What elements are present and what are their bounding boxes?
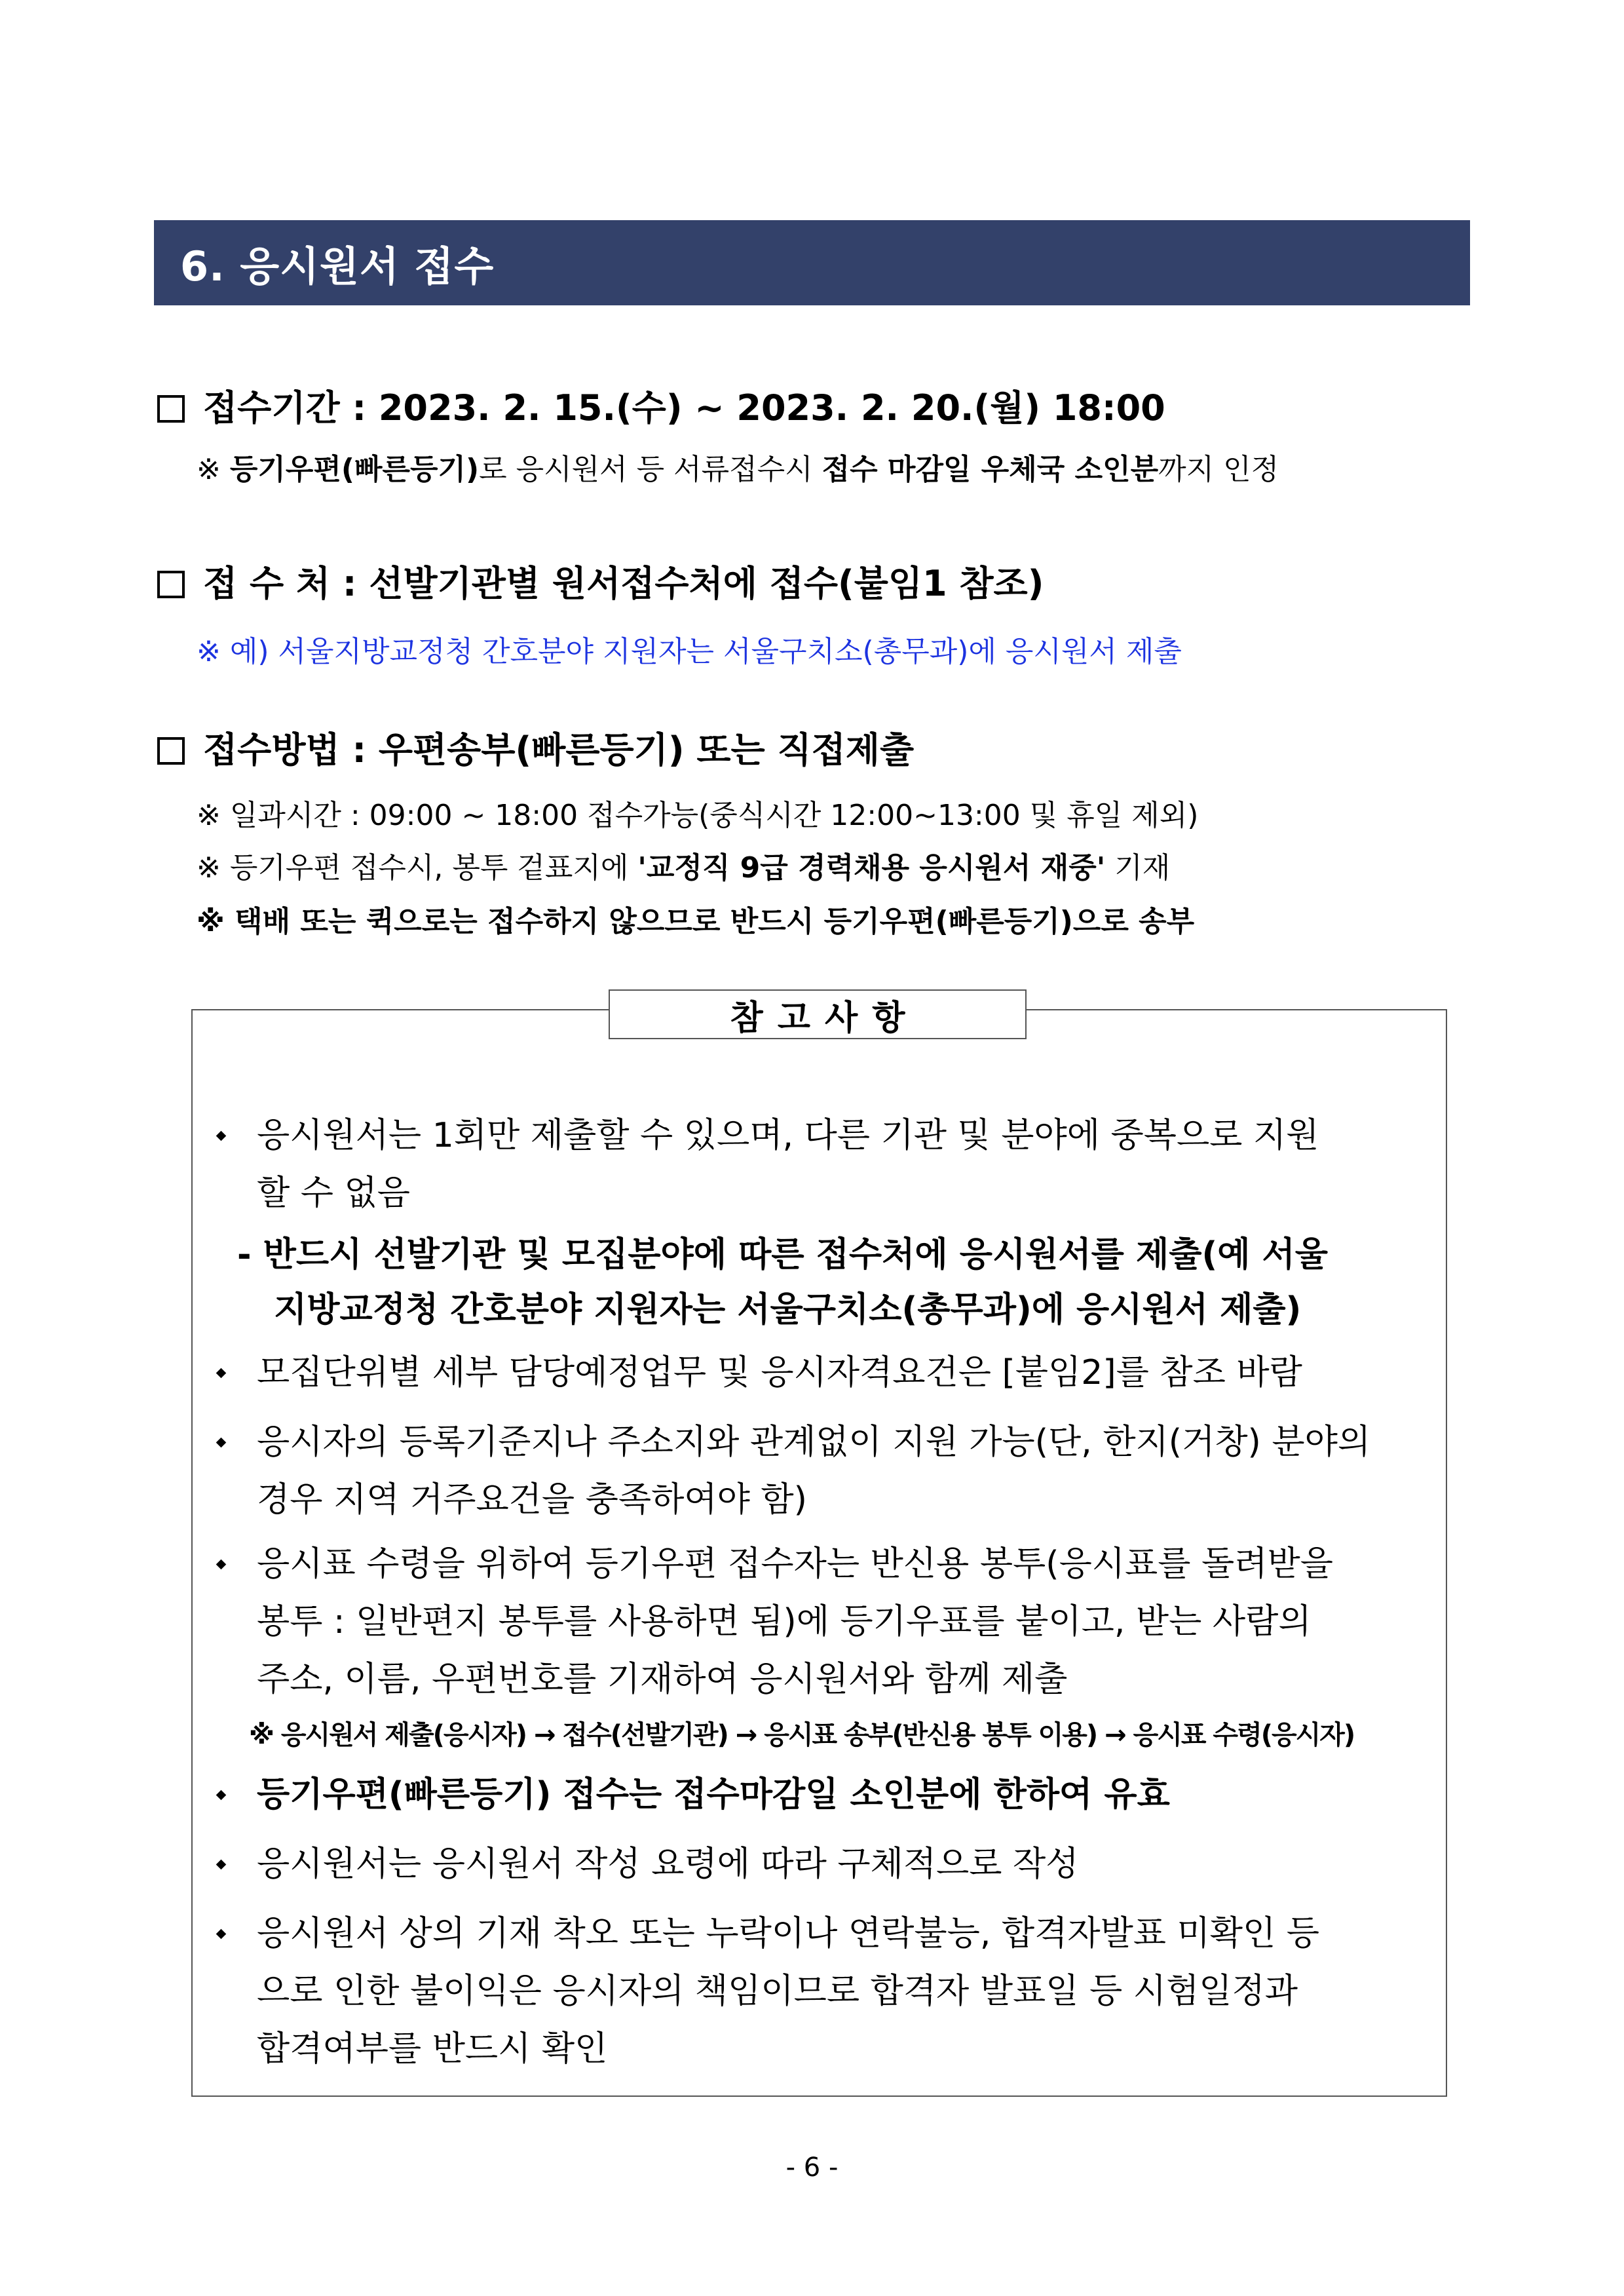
reference-line: 응시원서는 1회만 제출할 수 있으며, 다른 기관 및 분야에 중복으로 지원: [257, 1116, 1319, 1155]
reference-line: 지방교정청 간호분야 지원자는 서울구치소(총무과)에 응시원서 제출): [274, 1290, 1302, 1330]
heading-period: 접수기간 : 2023. 2. 15.(수) ~ 2023. 2. 20.(월) 18:00: [157, 380, 1165, 430]
note-period: ※ 등기우편(빠른등기)로 응시원서 등 서류접수시 접수 마감일 우체국 소인분까지 인정: [197, 453, 1279, 486]
note-courier: ※ 택배 또는 퀵으로는 접수하지 않으므로 반드시 등기우편(빠른등기)으로 송부: [197, 905, 1195, 938]
reference-line: 합격여부를 반드시 확인: [257, 2029, 608, 2069]
reference-line: 응시원서는 응시원서 작성 요령에 따라 구체적으로 작성: [257, 1845, 1079, 1884]
note-place-example: ※ 예) 서울지방교정청 간호분야 지원자는 서울구치소(총무과)에 응시원서 제출: [197, 635, 1182, 668]
checkbox-square-icon: [157, 571, 185, 598]
reference-line: 경우 지역 거주요건을 충족하여야 함): [257, 1480, 807, 1520]
reference-flow-note: ※ 응시원서 제출(응시자) → 접수(선발기관) → 응시표 송부(반신용 봉투 이용) → 응시표 수령(응시자): [249, 1720, 1355, 1750]
reference-line: 응시원서 상의 기재 착오 또는 누락이나 연락불능, 합격자발표 미확인 등: [257, 1914, 1320, 1953]
checkbox-square-icon: [157, 737, 185, 765]
heading-place: 접 수 처 : 선발기관별 원서접수처에 접수(붙임1 참조): [157, 556, 1044, 606]
reference-title: 참고사항: [609, 989, 1027, 1039]
checkbox-square-icon: [157, 395, 185, 423]
note-envelope: ※ 등기우편 접수시, 봉투 겉표지에 '교정직 9급 경력채용 응시원서 재중' 기재: [197, 851, 1171, 885]
page-number: - 6 -: [785, 2152, 839, 2183]
section-title-banner: [154, 220, 1470, 305]
reference-line: 모집단위별 세부 담당예정업무 및 응시자격요건은 [붙임2]를 참조 바람: [257, 1353, 1302, 1392]
reference-line: 으로 인한 불이익은 응시자의 책임이므로 합격자 발표일 등 시험일정과: [257, 1972, 1298, 2011]
reference-line: 등기우편(빠른등기) 접수는 접수마감일 소인분에 한하여 유효: [257, 1775, 1170, 1814]
reference-line: - 반드시 선발기관 및 모집분야에 따른 접수처에 응시원서를 제출(예 서울: [237, 1235, 1329, 1274]
reference-line: 주소, 이름, 우편번호를 기재하여 응시원서와 함께 제출: [257, 1660, 1068, 1699]
reference-line: 응시자의 등록기준지나 주소지와 관계없이 지원 가능(단, 한지(거창) 분야의: [257, 1423, 1371, 1462]
reference-line: 응시표 수령을 위하여 등기우편 접수자는 반신용 봉투(응시표를 돌려받을: [257, 1544, 1333, 1584]
heading-method: 접수방법 : 우편송부(빠른등기) 또는 직접제출: [157, 722, 914, 773]
note-hours: ※ 일과시간 : 09:00 ~ 18:00 접수가능(중식시간 12:00~13:00 및 휴일 제외): [197, 799, 1199, 832]
section-title: 6. 응시원서 접수: [180, 242, 495, 290]
reference-line: 할 수 없음: [257, 1174, 410, 1213]
reference-line: 봉투 : 일반편지 봉투를 사용하면 됨)에 등기우표를 붙이고, 받는 사람의: [257, 1602, 1312, 1641]
